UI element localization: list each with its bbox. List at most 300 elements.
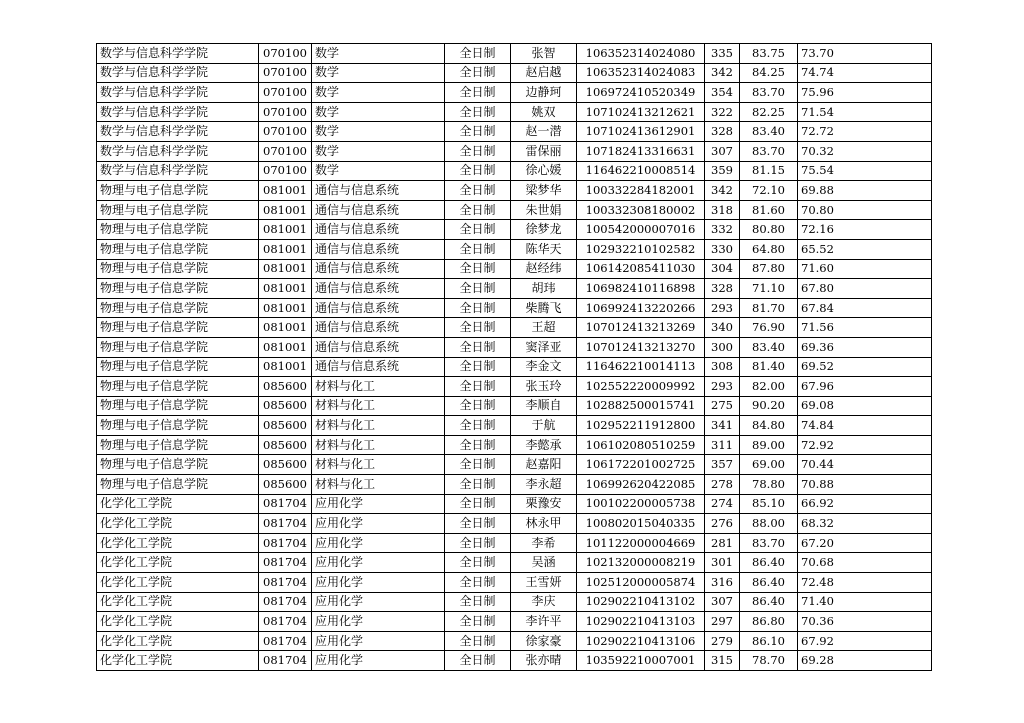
initial-score-cell: 304: [705, 259, 740, 279]
study-mode-cell: 全日制: [445, 494, 511, 514]
total-score-cell: 69.28: [798, 651, 932, 671]
exam-id-cell: 106972410520349: [577, 83, 705, 103]
major-name-cell: 材料与化工: [312, 435, 445, 455]
study-mode-cell: 全日制: [445, 455, 511, 475]
exam-id-cell: 102512000005874: [577, 573, 705, 593]
retest-score-cell: 83.70: [740, 533, 798, 553]
college-cell: 化学化工学院: [97, 573, 259, 593]
major-name-cell: 应用化学: [312, 612, 445, 632]
retest-score-cell: 86.40: [740, 553, 798, 573]
exam-id-cell: 102552220009992: [577, 377, 705, 397]
table-row: [97, 122, 932, 142]
major-name-cell: 数学: [312, 44, 445, 64]
study-mode-cell: 全日制: [445, 631, 511, 651]
exam-id-cell: 106982410116898: [577, 279, 705, 299]
major-name-cell: 通信与信息系统: [312, 259, 445, 279]
retest-score-cell: 85.10: [740, 494, 798, 514]
exam-id-cell: 101122000004669: [577, 533, 705, 553]
study-mode-cell: 全日制: [445, 102, 511, 122]
major-name-cell: 通信与信息系统: [312, 279, 445, 299]
major-name-cell: 数学: [312, 63, 445, 83]
major-name-cell: 材料与化工: [312, 455, 445, 475]
major-name-cell: 通信与信息系统: [312, 181, 445, 201]
total-score-cell: 68.32: [798, 514, 932, 534]
study-mode-cell: 全日制: [445, 514, 511, 534]
major-name-cell: 通信与信息系统: [312, 239, 445, 259]
major-name-cell: 应用化学: [312, 592, 445, 612]
total-score-cell: 72.48: [798, 573, 932, 593]
major-name-cell: 通信与信息系统: [312, 357, 445, 377]
table-row: [97, 259, 932, 279]
exam-id-cell: 100802015040335: [577, 514, 705, 534]
college-cell: 物理与电子信息学院: [97, 337, 259, 357]
retest-score-cell: 84.25: [740, 63, 798, 83]
student-name-cell: 朱世娟: [511, 200, 577, 220]
retest-score-cell: 81.70: [740, 298, 798, 318]
table-row: [97, 514, 932, 534]
table-row: [97, 455, 932, 475]
total-score-cell: 67.96: [798, 377, 932, 397]
exam-id-cell: 102932210102582: [577, 239, 705, 259]
initial-score-cell: 341: [705, 416, 740, 436]
major-name-cell: 材料与化工: [312, 416, 445, 436]
total-score-cell: 74.74: [798, 63, 932, 83]
exam-id-cell: 106992620422085: [577, 475, 705, 495]
study-mode-cell: 全日制: [445, 200, 511, 220]
initial-score-cell: 330: [705, 239, 740, 259]
table-row: [97, 553, 932, 573]
major-code-cell: 081704: [259, 553, 312, 573]
retest-score-cell: 80.80: [740, 220, 798, 240]
exam-id-cell: 107012413213270: [577, 337, 705, 357]
exam-id-cell: 102952211912800: [577, 416, 705, 436]
major-name-cell: 数学: [312, 83, 445, 103]
initial-score-cell: 307: [705, 141, 740, 161]
retest-score-cell: 86.40: [740, 573, 798, 593]
major-code-cell: 081704: [259, 494, 312, 514]
study-mode-cell: 全日制: [445, 396, 511, 416]
major-code-cell: 070100: [259, 102, 312, 122]
table-row: [97, 631, 932, 651]
retest-score-cell: 87.80: [740, 259, 798, 279]
student-name-cell: 徐心媛: [511, 161, 577, 181]
table-row: [97, 181, 932, 201]
retest-score-cell: 83.40: [740, 337, 798, 357]
initial-score-cell: 278: [705, 475, 740, 495]
retest-score-cell: 83.70: [740, 141, 798, 161]
retest-score-cell: 76.90: [740, 318, 798, 338]
major-code-cell: 081001: [259, 200, 312, 220]
table-row: [97, 44, 932, 64]
major-name-cell: 应用化学: [312, 631, 445, 651]
total-score-cell: 69.88: [798, 181, 932, 201]
major-name-cell: 应用化学: [312, 533, 445, 553]
college-cell: 化学化工学院: [97, 631, 259, 651]
major-code-cell: 070100: [259, 44, 312, 64]
major-code-cell: 081704: [259, 592, 312, 612]
table-row: [97, 573, 932, 593]
total-score-cell: 67.80: [798, 279, 932, 299]
major-code-cell: 081704: [259, 514, 312, 534]
college-cell: 数学与信息科学学院: [97, 83, 259, 103]
retest-score-cell: 86.40: [740, 592, 798, 612]
major-code-cell: 070100: [259, 63, 312, 83]
study-mode-cell: 全日制: [445, 122, 511, 142]
table-row: [97, 533, 932, 553]
study-mode-cell: 全日制: [445, 259, 511, 279]
initial-score-cell: 308: [705, 357, 740, 377]
table-row: [97, 279, 932, 299]
exam-id-cell: 106142085411030: [577, 259, 705, 279]
retest-score-cell: 81.40: [740, 357, 798, 377]
college-cell: 物理与电子信息学院: [97, 220, 259, 240]
college-cell: 化学化工学院: [97, 553, 259, 573]
major-name-cell: 材料与化工: [312, 396, 445, 416]
initial-score-cell: 276: [705, 514, 740, 534]
initial-score-cell: 332: [705, 220, 740, 240]
major-code-cell: 081001: [259, 318, 312, 338]
exam-id-cell: 100542000007016: [577, 220, 705, 240]
initial-score-cell: 300: [705, 337, 740, 357]
total-score-cell: 69.36: [798, 337, 932, 357]
initial-score-cell: 279: [705, 631, 740, 651]
table-row: [97, 357, 932, 377]
total-score-cell: 71.54: [798, 102, 932, 122]
table-row: [97, 239, 932, 259]
study-mode-cell: 全日制: [445, 475, 511, 495]
major-code-cell: 081001: [259, 298, 312, 318]
initial-score-cell: 357: [705, 455, 740, 475]
total-score-cell: 67.20: [798, 533, 932, 553]
student-name-cell: 徐梦龙: [511, 220, 577, 240]
major-name-cell: 数学: [312, 141, 445, 161]
college-cell: 物理与电子信息学院: [97, 318, 259, 338]
major-name-cell: 数学: [312, 122, 445, 142]
college-cell: 物理与电子信息学院: [97, 279, 259, 299]
college-cell: 物理与电子信息学院: [97, 259, 259, 279]
initial-score-cell: 297: [705, 612, 740, 632]
exam-id-cell: 106352314024080: [577, 44, 705, 64]
college-cell: 物理与电子信息学院: [97, 239, 259, 259]
major-code-cell: 085600: [259, 396, 312, 416]
major-name-cell: 数学: [312, 102, 445, 122]
admission-table: [96, 43, 932, 671]
study-mode-cell: 全日制: [445, 435, 511, 455]
student-name-cell: 姚双: [511, 102, 577, 122]
student-name-cell: 边静珂: [511, 83, 577, 103]
exam-id-cell: 107182413316631: [577, 141, 705, 161]
retest-score-cell: 78.70: [740, 651, 798, 671]
study-mode-cell: 全日制: [445, 416, 511, 436]
student-name-cell: 王超: [511, 318, 577, 338]
study-mode-cell: 全日制: [445, 220, 511, 240]
retest-score-cell: 86.80: [740, 612, 798, 632]
exam-id-cell: 116462210008514: [577, 161, 705, 181]
study-mode-cell: 全日制: [445, 161, 511, 181]
student-name-cell: 张智: [511, 44, 577, 64]
study-mode-cell: 全日制: [445, 337, 511, 357]
total-score-cell: 70.68: [798, 553, 932, 573]
retest-score-cell: 83.70: [740, 83, 798, 103]
college-cell: 化学化工学院: [97, 592, 259, 612]
study-mode-cell: 全日制: [445, 357, 511, 377]
table-row: [97, 612, 932, 632]
student-name-cell: 吴涵: [511, 553, 577, 573]
initial-score-cell: 274: [705, 494, 740, 514]
total-score-cell: 67.84: [798, 298, 932, 318]
major-code-cell: 081001: [259, 337, 312, 357]
initial-score-cell: 354: [705, 83, 740, 103]
total-score-cell: 72.16: [798, 220, 932, 240]
exam-id-cell: 106992413220266: [577, 298, 705, 318]
initial-score-cell: 328: [705, 279, 740, 299]
initial-score-cell: 328: [705, 122, 740, 142]
college-cell: 数学与信息科学学院: [97, 141, 259, 161]
study-mode-cell: 全日制: [445, 377, 511, 397]
major-code-cell: 081704: [259, 631, 312, 651]
table-body: [97, 44, 932, 671]
major-code-cell: 085600: [259, 455, 312, 475]
initial-score-cell: 311: [705, 435, 740, 455]
college-cell: 化学化工学院: [97, 533, 259, 553]
college-cell: 数学与信息科学学院: [97, 161, 259, 181]
initial-score-cell: 316: [705, 573, 740, 593]
college-cell: 化学化工学院: [97, 494, 259, 514]
exam-id-cell: 102132000008219: [577, 553, 705, 573]
major-code-cell: 085600: [259, 435, 312, 455]
exam-id-cell: 102902210413106: [577, 631, 705, 651]
total-score-cell: 69.52: [798, 357, 932, 377]
total-score-cell: 70.36: [798, 612, 932, 632]
major-code-cell: 081704: [259, 651, 312, 671]
table-row: [97, 377, 932, 397]
exam-id-cell: 100332284182001: [577, 181, 705, 201]
initial-score-cell: 359: [705, 161, 740, 181]
retest-score-cell: 82.00: [740, 377, 798, 397]
college-cell: 化学化工学院: [97, 612, 259, 632]
study-mode-cell: 全日制: [445, 83, 511, 103]
initial-score-cell: 293: [705, 298, 740, 318]
major-name-cell: 应用化学: [312, 553, 445, 573]
exam-id-cell: 116462210014113: [577, 357, 705, 377]
retest-score-cell: 83.40: [740, 122, 798, 142]
table-row: [97, 318, 932, 338]
student-name-cell: 李永超: [511, 475, 577, 495]
college-cell: 物理与电子信息学院: [97, 455, 259, 475]
major-name-cell: 应用化学: [312, 651, 445, 671]
initial-score-cell: 275: [705, 396, 740, 416]
student-name-cell: 梁梦华: [511, 181, 577, 201]
college-cell: 数学与信息科学学院: [97, 122, 259, 142]
major-name-cell: 应用化学: [312, 573, 445, 593]
major-code-cell: 081704: [259, 533, 312, 553]
student-name-cell: 李顺自: [511, 396, 577, 416]
study-mode-cell: 全日制: [445, 63, 511, 83]
study-mode-cell: 全日制: [445, 553, 511, 573]
major-name-cell: 应用化学: [312, 514, 445, 534]
major-code-cell: 085600: [259, 377, 312, 397]
college-cell: 物理与电子信息学院: [97, 396, 259, 416]
college-cell: 物理与电子信息学院: [97, 298, 259, 318]
study-mode-cell: 全日制: [445, 612, 511, 632]
study-mode-cell: 全日制: [445, 651, 511, 671]
total-score-cell: 72.72: [798, 122, 932, 142]
major-code-cell: 081001: [259, 181, 312, 201]
table-row: [97, 337, 932, 357]
student-name-cell: 张玉玲: [511, 377, 577, 397]
study-mode-cell: 全日制: [445, 279, 511, 299]
study-mode-cell: 全日制: [445, 141, 511, 161]
major-name-cell: 材料与化工: [312, 475, 445, 495]
student-name-cell: 李懿承: [511, 435, 577, 455]
major-name-cell: 数学: [312, 161, 445, 181]
retest-score-cell: 90.20: [740, 396, 798, 416]
college-cell: 化学化工学院: [97, 651, 259, 671]
exam-id-cell: 100102200005738: [577, 494, 705, 514]
exam-id-cell: 102902210413102: [577, 592, 705, 612]
student-name-cell: 张亦晴: [511, 651, 577, 671]
total-score-cell: 69.08: [798, 396, 932, 416]
table-row: [97, 592, 932, 612]
retest-score-cell: 82.25: [740, 102, 798, 122]
exam-id-cell: 102882500015741: [577, 396, 705, 416]
retest-score-cell: 83.75: [740, 44, 798, 64]
retest-score-cell: 88.00: [740, 514, 798, 534]
college-cell: 物理与电子信息学院: [97, 475, 259, 495]
exam-id-cell: 102902210413103: [577, 612, 705, 632]
study-mode-cell: 全日制: [445, 573, 511, 593]
major-code-cell: 070100: [259, 141, 312, 161]
total-score-cell: 71.60: [798, 259, 932, 279]
retest-score-cell: 86.10: [740, 631, 798, 651]
total-score-cell: 70.44: [798, 455, 932, 475]
study-mode-cell: 全日制: [445, 44, 511, 64]
college-cell: 物理与电子信息学院: [97, 416, 259, 436]
initial-score-cell: 342: [705, 181, 740, 201]
college-cell: 化学化工学院: [97, 514, 259, 534]
college-cell: 物理与电子信息学院: [97, 357, 259, 377]
college-cell: 物理与电子信息学院: [97, 435, 259, 455]
table-row: [97, 475, 932, 495]
student-name-cell: 栗豫安: [511, 494, 577, 514]
retest-score-cell: 84.80: [740, 416, 798, 436]
major-code-cell: 085600: [259, 416, 312, 436]
retest-score-cell: 89.00: [740, 435, 798, 455]
total-score-cell: 72.92: [798, 435, 932, 455]
major-code-cell: 085600: [259, 475, 312, 495]
table-row: [97, 220, 932, 240]
college-cell: 数学与信息科学学院: [97, 44, 259, 64]
college-cell: 物理与电子信息学院: [97, 181, 259, 201]
study-mode-cell: 全日制: [445, 533, 511, 553]
retest-score-cell: 78.80: [740, 475, 798, 495]
table-row: [97, 651, 932, 671]
exam-id-cell: 106352314024083: [577, 63, 705, 83]
major-name-cell: 材料与化工: [312, 377, 445, 397]
student-name-cell: 赵一潜: [511, 122, 577, 142]
college-cell: 物理与电子信息学院: [97, 200, 259, 220]
student-name-cell: 徐家豪: [511, 631, 577, 651]
total-score-cell: 74.84: [798, 416, 932, 436]
total-score-cell: 70.88: [798, 475, 932, 495]
exam-id-cell: 107102413612901: [577, 122, 705, 142]
total-score-cell: 73.70: [798, 44, 932, 64]
table-row: [97, 298, 932, 318]
student-name-cell: 赵嘉阳: [511, 455, 577, 475]
exam-id-cell: 107012413213269: [577, 318, 705, 338]
study-mode-cell: 全日制: [445, 239, 511, 259]
table-row: [97, 63, 932, 83]
total-score-cell: 65.52: [798, 239, 932, 259]
major-code-cell: 070100: [259, 83, 312, 103]
major-code-cell: 070100: [259, 122, 312, 142]
table-row: [97, 416, 932, 436]
student-name-cell: 柴腾飞: [511, 298, 577, 318]
major-code-cell: 081001: [259, 357, 312, 377]
exam-id-cell: 107102413212621: [577, 102, 705, 122]
table-row: [97, 102, 932, 122]
major-code-cell: 081704: [259, 573, 312, 593]
initial-score-cell: 322: [705, 102, 740, 122]
student-name-cell: 林永甲: [511, 514, 577, 534]
student-name-cell: 赵经纬: [511, 259, 577, 279]
total-score-cell: 71.40: [798, 592, 932, 612]
table-row: [97, 83, 932, 103]
major-code-cell: 081001: [259, 220, 312, 240]
college-cell: 数学与信息科学学院: [97, 63, 259, 83]
major-name-cell: 应用化学: [312, 494, 445, 514]
student-name-cell: 李希: [511, 533, 577, 553]
exam-id-cell: 106102080510259: [577, 435, 705, 455]
table-row: [97, 435, 932, 455]
table-row: [97, 200, 932, 220]
major-code-cell: 081001: [259, 239, 312, 259]
retest-score-cell: 81.60: [740, 200, 798, 220]
major-name-cell: 通信与信息系统: [312, 337, 445, 357]
total-score-cell: 71.56: [798, 318, 932, 338]
retest-score-cell: 72.10: [740, 181, 798, 201]
study-mode-cell: 全日制: [445, 318, 511, 338]
student-name-cell: 雷保丽: [511, 141, 577, 161]
initial-score-cell: 281: [705, 533, 740, 553]
initial-score-cell: 301: [705, 553, 740, 573]
student-name-cell: 王雪妍: [511, 573, 577, 593]
initial-score-cell: 318: [705, 200, 740, 220]
retest-score-cell: 69.00: [740, 455, 798, 475]
retest-score-cell: 71.10: [740, 279, 798, 299]
table-row: [97, 141, 932, 161]
major-code-cell: 081001: [259, 279, 312, 299]
student-name-cell: 于航: [511, 416, 577, 436]
total-score-cell: 70.32: [798, 141, 932, 161]
document-page: [96, 43, 931, 671]
total-score-cell: 66.92: [798, 494, 932, 514]
retest-score-cell: 64.80: [740, 239, 798, 259]
major-name-cell: 通信与信息系统: [312, 220, 445, 240]
table-row: [97, 161, 932, 181]
initial-score-cell: 315: [705, 651, 740, 671]
total-score-cell: 75.54: [798, 161, 932, 181]
student-name-cell: 赵启越: [511, 63, 577, 83]
initial-score-cell: 335: [705, 44, 740, 64]
student-name-cell: 李金文: [511, 357, 577, 377]
initial-score-cell: 293: [705, 377, 740, 397]
college-cell: 数学与信息科学学院: [97, 102, 259, 122]
student-name-cell: 李许平: [511, 612, 577, 632]
student-name-cell: 胡玮: [511, 279, 577, 299]
total-score-cell: 70.80: [798, 200, 932, 220]
college-cell: 物理与电子信息学院: [97, 377, 259, 397]
